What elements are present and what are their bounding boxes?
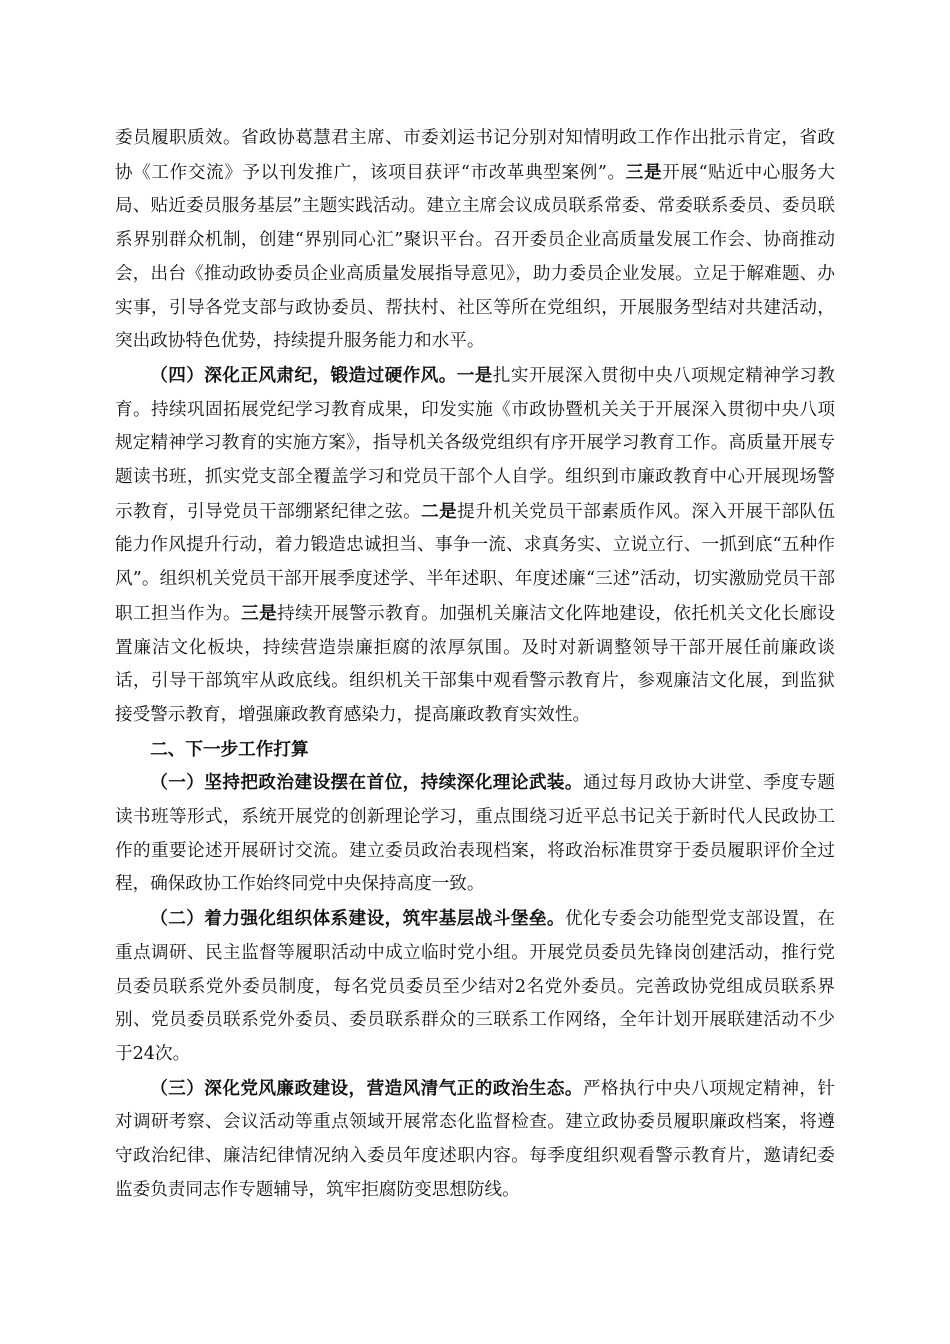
text-run: 优化专委会功能型党支部设置，在重点调研、民主监督等履职活动中成立临时党小组。开展党员委员先锋岗创建活动，推行党员委员联系党外委员制度，每名党员委员至少结对2名党外委员。完善政协党组成员联系界别、党员委员联系党外委员、委员联系群众的三联系工作网络，全年计划开展联建活动不少于24次。 xyxy=(115,909,835,1064)
text-run: 委员履职质效。省政协葛慧君主席、市委刘运书记分别对知情明政工作作出批示肯定，省政协《工作交流》予以刊发推广，该项目获评“市改革典型案例”。 xyxy=(115,128,835,183)
section-heading: （四）深化正风肃纪，锻造过硬作风。 xyxy=(150,364,457,386)
section-heading: （二）着力强化组织体系建设，筑牢基层战斗堡垒。 xyxy=(150,908,565,930)
chapter-heading-text: 二、下一步工作打算 xyxy=(150,738,309,760)
text-run: 开展“贴近中心服务大局、贴近委员服务基层”主题实践活动。建立主席会议成员联系常委、常委联系委员、委员联系界别群众机制，创建“界别同心汇”聚识平台。召开委员企业高质量发展工作会、协商推动会，出台《推动政协委员企业高质量发展指导意见》，助力委员企业发展。立足于解难题、办实事，引导各党支部与政协委员、帮扶村、社区等所在党组织，开展服务型结对共建活动，突出政协特色优势，持续提升服务能力和水平。 xyxy=(115,162,835,352)
paragraph-continuation xyxy=(115,122,835,359)
paragraph-section-four xyxy=(115,359,835,733)
paragraph-plan-two xyxy=(115,902,835,1072)
emphasis-run: 三是 xyxy=(625,161,663,183)
emphasis-run: 二是 xyxy=(421,500,458,522)
emphasis-run: 一是 xyxy=(456,364,493,386)
paragraph-plan-three xyxy=(115,1072,835,1208)
text-run: 扎实开展深入贯彻中央八项规定精神学习教育。持续巩固拓展党纪学习教育成果，印发实施《市政协暨机关关于开展深入贯彻中央八项规定精神学习教育的实施方案》，指导机关各级党组织有序开展学习教育工作。高质量开展专题读书班，抓实党支部全覆盖学习和党员干部个人自学。组织到市廉政教育中心开展现场警示教育，引导党员干部绷紧纪律之弦。 xyxy=(115,365,835,522)
text-run: 严格执行中央八项规定精神，针对调研考察、会议活动等重点领域开展常态化监督检查。建立政协委员履职廉政档案，将遵守政治纪律、廉洁纪律情况纳入委员年度述职内容。每季度组织观看警示教育片，邀请纪委监委负责同志作专题辅导，筑牢拒腐防变思想防线。 xyxy=(115,1078,835,1200)
paragraph-plan-one xyxy=(115,766,835,902)
emphasis-run: 三是 xyxy=(241,602,278,624)
chapter-heading xyxy=(115,733,835,767)
section-heading: （三）深化党风廉政建设，营造风清气正的政治生态。 xyxy=(150,1077,583,1099)
text-run: 持续开展警示教育。加强机关廉洁文化阵地建设，依托机关文化长廊设置廉洁文化板块，持续营造崇廉拒腐的浓厚氛围。及时对新调整领导干部开展任前廉政谈话，引导干部筑牢从政底线。组织机关干部集中观看警示教育片，参观廉洁文化展，到监狱接受警示教育，增强廉政教育感染力，提高廉政教育实效性。 xyxy=(115,603,835,725)
section-heading: （一）坚持把政治建设摆在首位，持续深化理论武装。 xyxy=(150,772,583,794)
text-run: 通过每月政协大讲堂、季度专题读书班等形式，系统开展党的创新理论学习，重点围绕习近平总书记关于新时代人民政协工作的重要论述开展研讨交流。建立委员政治表现档案，将政治标准贯穿于委员履职评价全过程，确保政协工作始终同党中央保持高度一致。 xyxy=(115,773,835,895)
text-run: 提升机关党员干部素质作风。深入开展干部队伍能力作风提升行动，着力锻造忠诚担当、事争一流、求真务实、立说立行、一抓到底“五种作风”。组织机关党员干部开展季度述学、半年述职、年度述廉“三述”活动，切实激励党员干部职工担当作为。 xyxy=(115,501,835,624)
document-body xyxy=(115,122,835,1208)
